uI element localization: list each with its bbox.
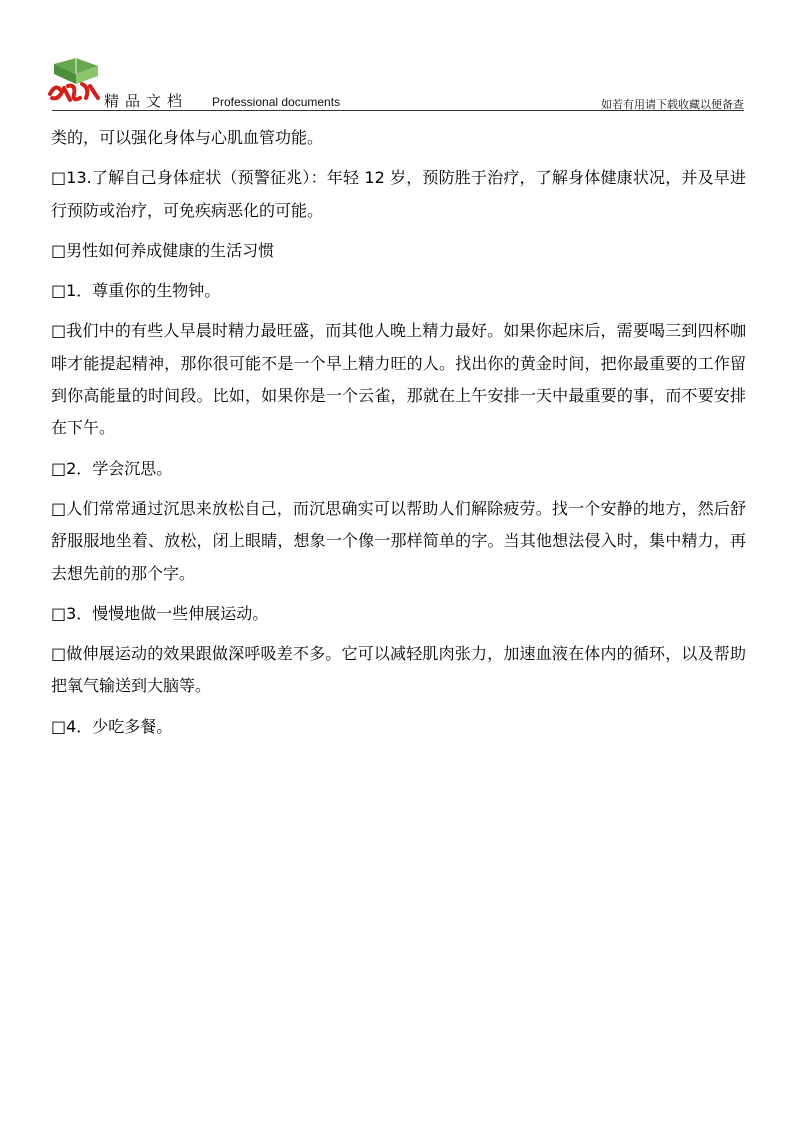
paragraph: □男性如何养成健康的生活习惯 bbox=[51, 240, 275, 260]
page-header bbox=[0, 0, 794, 115]
paragraph: □做伸展运动的效果跟做深呼吸差不多。它可以减轻肌肉张力，加速血液在体内的循环，以及帮助把氧气输送到大脑等。 bbox=[51, 644, 746, 696]
header-note: 如若有用请下载收藏以便备查 bbox=[601, 98, 744, 111]
paragraph: □2．学会沉思。 bbox=[51, 458, 173, 478]
paragraph: □4．少吃多餐。 bbox=[51, 716, 173, 736]
paragraph: 类的，可以强化身体与心肌血管功能。 bbox=[51, 128, 324, 147]
book-logo-icon bbox=[46, 54, 104, 104]
brand-title: 精品文档 bbox=[104, 92, 189, 110]
paragraph: □13.了解自己身体症状（预警征兆）：年轻 12 岁，预防胜于治疗，了解身体健康状况，并及早进行预防或治疗，可免疾病恶化的可能。 bbox=[51, 168, 746, 220]
paragraph: □人们常常通过沉思来放松自己，而沉思确实可以帮助人们解除疲劳。找一个安静的地方，然后舒舒服服地坐着、放松，闭上眼睛，想象一个像一那样简单的字。当其他想法侵入时，集中精力，再去想先前的那个字。 bbox=[51, 498, 746, 583]
paragraph: □我们中的有些人早晨时精力最旺盛，而其他人晚上精力最好。如果你起床后，需要喝三到四杯咖啡才能提起精神，那你很可能不是一个早上精力旺的人。找出你的黄金时间，把你最重要的工作留到你高能量的时间段。比如，如果你是一个云雀，那就在上午安排一天中最重要的事，而不要安排在下午。 bbox=[51, 321, 746, 438]
brand-subtitle: Professional documents bbox=[212, 95, 341, 109]
header-divider bbox=[52, 110, 744, 111]
paragraph: □3．慢慢地做一些伸展运动。 bbox=[51, 603, 269, 623]
paragraph: □1．尊重你的生物钟。 bbox=[51, 281, 221, 301]
document-body bbox=[51, 122, 746, 743]
